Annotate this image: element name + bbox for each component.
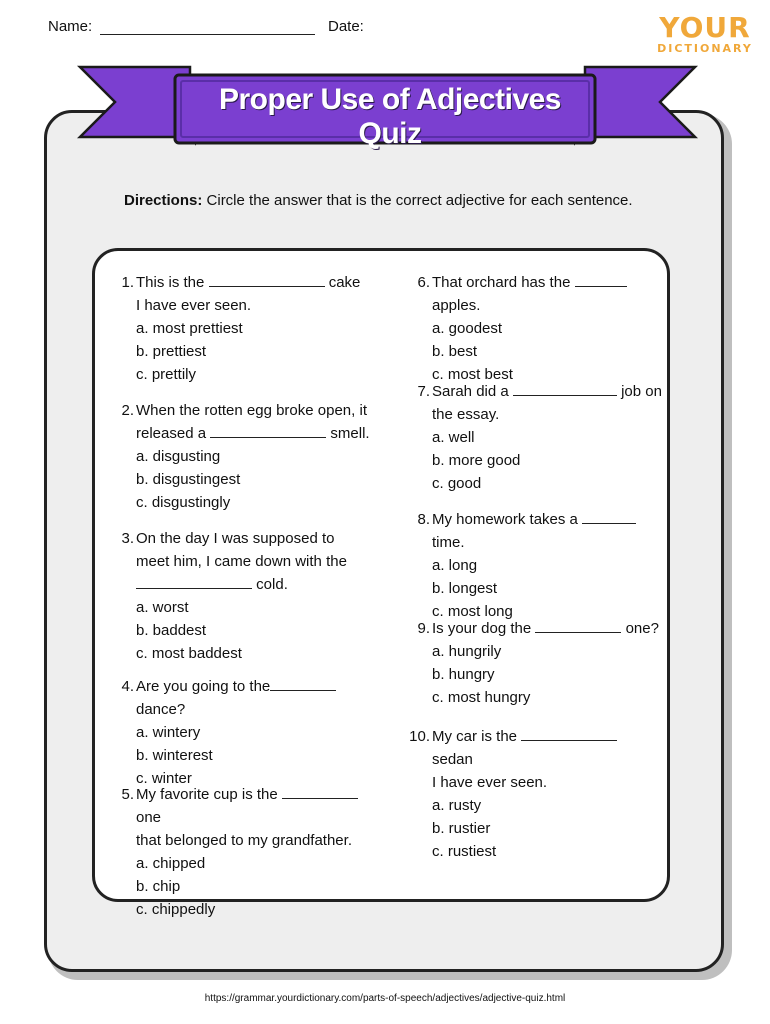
answer-blank[interactable]: [521, 726, 617, 741]
option-a[interactable]: a. rusty: [432, 797, 482, 814]
option-b[interactable]: b. longest: [432, 580, 498, 597]
question-number: 6.: [417, 274, 430, 291]
option-a[interactable]: a. wintery: [136, 724, 201, 741]
option-b[interactable]: b. hungry: [432, 666, 495, 683]
answer-blank[interactable]: [282, 784, 358, 799]
name-line[interactable]: [100, 20, 315, 35]
option-c[interactable]: c. chippedly: [136, 901, 216, 918]
question-text: meet him, I came down with the: [136, 553, 347, 570]
option-c[interactable]: c. most baddest: [136, 645, 242, 662]
question-text: I have ever seen.: [432, 774, 548, 791]
question-text: that belonged to my grandfather.: [136, 832, 352, 849]
question-number: 8.: [417, 511, 430, 528]
answer-blank[interactable]: [513, 381, 617, 396]
question-text: Is your dog the: [432, 620, 532, 637]
name-field: [48, 18, 315, 35]
question-text: On the day I was supposed to: [136, 530, 335, 547]
option-b[interactable]: b. prettiest: [136, 343, 207, 360]
option-c[interactable]: c. disgustingly: [136, 494, 231, 511]
page-title: Proper Use of Adjectives Quiz: [218, 83, 561, 150]
option-c[interactable]: c. most best: [432, 366, 513, 383]
source-url[interactable]: https://grammar.yourdictionary.com/parts-of-speech/adjectives/adjective-quiz.html: [204, 993, 566, 1004]
answer-blank[interactable]: [136, 574, 252, 589]
question-text: My homework takes a: [432, 511, 578, 528]
question-text: sedan: [432, 751, 473, 768]
question-number: 5.: [121, 786, 134, 803]
question-text: dance?: [136, 701, 186, 718]
question-number: 10.: [409, 728, 430, 745]
question-text: job on: [621, 383, 662, 400]
question-text: This is the: [136, 274, 205, 291]
question-text: released a: [136, 425, 207, 442]
answer-blank[interactable]: [575, 272, 627, 287]
question-number: 7.: [417, 383, 430, 400]
option-a[interactable]: a. most prettiest: [136, 320, 243, 337]
option-c[interactable]: c. most long: [432, 603, 513, 620]
option-c[interactable]: c. most hungry: [432, 689, 531, 706]
question-text: That orchard has the: [432, 274, 571, 291]
answer-blank[interactable]: [270, 676, 336, 691]
option-a[interactable]: a. long: [432, 557, 478, 574]
question-number: 1.: [121, 274, 134, 291]
option-b[interactable]: b. baddest: [136, 622, 207, 639]
option-b[interactable]: b. more good: [432, 452, 521, 469]
option-b[interactable]: b. rustier: [432, 820, 491, 837]
option-a[interactable]: a. worst: [136, 599, 189, 616]
option-b[interactable]: b. disgustingest: [136, 471, 241, 488]
question-4: [121, 675, 386, 790]
question-number: 3.: [121, 530, 134, 547]
question-6: [417, 271, 662, 386]
question-3: [121, 527, 386, 665]
question-text: apples.: [432, 297, 481, 314]
question-number: 4.: [121, 678, 134, 695]
question-text: smell.: [330, 425, 370, 442]
option-c[interactable]: c. rustiest: [432, 843, 497, 860]
question-7: [417, 380, 662, 495]
question-text: one?: [625, 620, 659, 637]
logo-bottom: DICTIONARY: [657, 42, 753, 55]
question-text: one: [136, 809, 162, 826]
question-text: the essay.: [432, 406, 500, 423]
option-c[interactable]: c. winter: [136, 770, 192, 787]
question-text: Sarah did a: [432, 383, 509, 400]
question-text: cake: [328, 274, 361, 291]
option-b[interactable]: b. winterest: [136, 747, 213, 764]
directions: [124, 192, 633, 209]
question-5: [121, 783, 386, 921]
directions-label: Directions:: [124, 192, 203, 209]
question-1: [121, 271, 376, 386]
question-2: [121, 399, 386, 514]
answer-blank[interactable]: [210, 423, 326, 438]
option-c[interactable]: c. good: [432, 475, 482, 492]
question-text: Are you going to the: [136, 678, 271, 695]
answer-blank[interactable]: [535, 618, 621, 633]
option-a[interactable]: a. goodest: [432, 320, 503, 337]
question-text: cold.: [256, 576, 288, 593]
question-text: I have ever seen.: [136, 297, 252, 314]
option-b[interactable]: b. chip: [136, 878, 181, 895]
option-b[interactable]: b. best: [432, 343, 478, 360]
question-number: 2.: [121, 402, 134, 419]
question-text: My favorite cup is the: [136, 786, 278, 803]
question-9: [417, 617, 662, 709]
date-label: Date:: [328, 18, 364, 35]
answer-blank[interactable]: [209, 272, 325, 287]
logo: [655, 11, 755, 55]
option-c[interactable]: c. prettily: [136, 366, 197, 383]
question-text: My car is the: [432, 728, 518, 745]
question-number: 9.: [417, 620, 430, 637]
answer-blank[interactable]: [582, 509, 636, 524]
option-a[interactable]: a. well: [432, 429, 475, 446]
option-a[interactable]: a. disgusting: [136, 448, 221, 465]
name-label: Name:: [48, 18, 93, 35]
option-a[interactable]: a. hungrily: [432, 643, 502, 660]
directions-text: Circle the answer that is the correct adjective for each sentence.: [202, 192, 633, 209]
question-8: [417, 508, 662, 623]
question-text: When the rotten egg broke open, it: [136, 402, 367, 419]
date-field: [328, 18, 368, 35]
logo-top: YOUR: [659, 11, 751, 44]
question-10: [409, 725, 662, 863]
question-text: time.: [432, 534, 465, 551]
banner-right-tail: [585, 67, 695, 137]
option-a[interactable]: a. chipped: [136, 855, 206, 872]
